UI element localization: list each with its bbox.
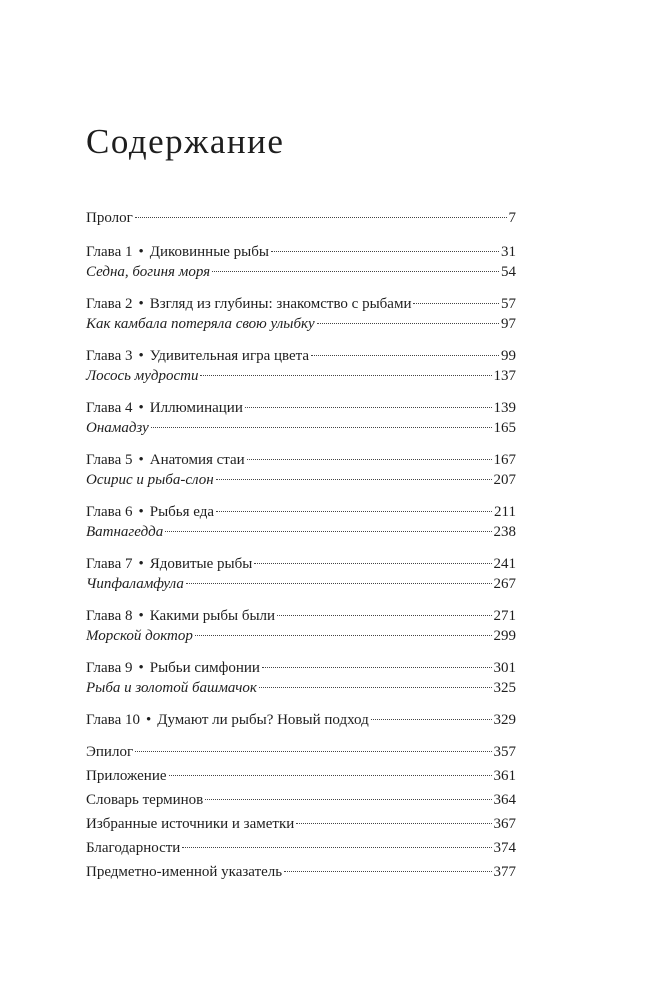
toc-entry — [86, 658, 516, 678]
toc-entry-page-number: 329 — [493, 712, 516, 728]
toc-entry — [86, 450, 516, 470]
toc-entry-title: Взгляд из глубины: знакомство с рыбами — [149, 296, 412, 312]
toc-entry-page-number: 364 — [493, 792, 516, 808]
toc-entry-page-number: 238 — [493, 524, 516, 540]
toc-entry — [86, 470, 516, 490]
toc-entry-page-number: 97 — [501, 316, 516, 332]
toc-entry-prefix: Эпилог — [86, 744, 134, 760]
dot-leader — [296, 823, 491, 824]
dot-leader — [413, 303, 499, 304]
toc-entry-label — [86, 574, 184, 594]
toc-entry-label — [86, 398, 243, 418]
toc-entry — [86, 314, 516, 334]
toc-entry — [86, 294, 516, 314]
toc-entry-page-number: 325 — [493, 680, 516, 696]
toc-entry-title: Онамадзу — [86, 420, 149, 436]
toc-entry-title: Диковинные рыбы — [149, 244, 269, 260]
toc-entry-page-number: 31 — [501, 244, 516, 260]
toc-entry-prefix: Словарь терминов — [86, 792, 204, 808]
bullet-icon: • — [138, 296, 144, 312]
dot-leader — [186, 583, 492, 584]
toc-entry — [86, 742, 516, 762]
toc-entry — [86, 678, 516, 698]
toc-entry — [86, 574, 516, 594]
toc-entry-title: Какими рыбы были — [149, 608, 276, 624]
toc-entry — [86, 502, 516, 522]
toc-entry-prefix: Благодарности — [86, 840, 181, 856]
toc-entry — [86, 606, 516, 626]
toc-entry-title: Ватнагедда — [86, 524, 164, 540]
toc-entry-label — [86, 294, 411, 314]
dot-leader — [277, 615, 491, 616]
toc-entry — [86, 418, 516, 438]
bullet-icon: • — [138, 452, 144, 468]
toc-entry — [86, 554, 516, 574]
dot-leader — [271, 251, 499, 252]
toc-entry-label — [86, 346, 309, 366]
toc-entry — [86, 814, 516, 834]
toc-entry-page-number: 54 — [501, 264, 516, 280]
toc-entry-label — [86, 814, 294, 834]
toc-entry — [86, 522, 516, 542]
toc-entry — [86, 766, 516, 786]
toc-entry-prefix: Глава 6 — [86, 504, 133, 520]
toc-entry-page-number: 57 — [501, 296, 516, 312]
toc-entry-label — [86, 766, 167, 786]
bullet-icon: • — [138, 400, 144, 416]
toc-entry-prefix: Приложение — [86, 768, 167, 784]
toc-entry-title: Осирис и рыба-слон — [86, 472, 214, 488]
toc-entry-prefix: Глава 8 — [86, 608, 133, 624]
toc-entry-label — [86, 208, 133, 228]
toc-entry-page-number: 361 — [493, 768, 516, 784]
dot-leader — [216, 511, 492, 512]
toc-entry-page-number: 99 — [501, 348, 516, 364]
toc-entry-page-number: 367 — [493, 816, 516, 832]
toc-entry-label — [86, 522, 163, 542]
page-title: Содержание — [86, 122, 285, 161]
toc-entry-label — [86, 314, 315, 334]
toc-entry-title: Удивительная игра цвета — [149, 348, 310, 364]
toc-entry-label — [86, 710, 369, 730]
toc-entry-prefix: Предметно-именной указатель — [86, 864, 283, 880]
toc-entry-page-number: 7 — [508, 210, 516, 226]
toc-entry-prefix: Глава 5 — [86, 452, 133, 468]
dot-leader — [151, 427, 492, 428]
toc-entry-label — [86, 862, 282, 882]
toc-entry-prefix: Глава 9 — [86, 660, 133, 676]
dot-leader — [135, 751, 491, 752]
toc-entry-prefix: Избранные источники и заметки — [86, 816, 295, 832]
toc-entry-title: Анатомия стаи — [149, 452, 245, 468]
toc-entry — [86, 626, 516, 646]
toc-entry-title: Морской доктор — [86, 628, 193, 644]
dot-leader — [311, 355, 499, 356]
toc-entry-page-number: 374 — [493, 840, 516, 856]
bullet-icon: • — [138, 504, 144, 520]
dot-leader — [212, 271, 499, 272]
toc-entry-prefix: Глава 1 — [86, 244, 133, 260]
toc-entry — [86, 242, 516, 262]
toc-entry-title: Иллюминации — [149, 400, 243, 416]
toc-entry-title: Рыбьи симфонии — [149, 660, 260, 676]
toc-entry-label — [86, 606, 275, 626]
toc-entry-label — [86, 838, 180, 858]
toc-entry-page-number: 241 — [493, 556, 516, 572]
bullet-icon: • — [138, 348, 144, 364]
toc-entry-page-number: 299 — [493, 628, 516, 644]
toc-entry-label — [86, 418, 149, 438]
dot-leader — [182, 847, 491, 848]
toc-entry-page-number: 165 — [493, 420, 516, 436]
toc-entry — [86, 366, 516, 386]
toc-entry-title: Как камбала потеряла свою улыбку — [86, 316, 315, 332]
toc-entry-title: Седна, богиня моря — [86, 264, 211, 280]
toc-entry-label — [86, 450, 245, 470]
toc-entry-title: Рыба и золотой башмачок — [86, 680, 257, 696]
toc-entry-page-number: 271 — [493, 608, 516, 624]
toc-entry-label — [86, 502, 214, 522]
toc-entry-page-number: 137 — [493, 368, 516, 384]
toc-entry-page-number: 301 — [493, 660, 516, 676]
bullet-icon: • — [138, 556, 144, 572]
toc-entry — [86, 710, 516, 730]
toc-entry-prefix: Пролог — [86, 210, 133, 226]
dot-leader — [169, 775, 492, 776]
toc-entry-label — [86, 554, 252, 574]
bullet-icon: • — [138, 244, 144, 260]
toc-entry-page-number: 139 — [493, 400, 516, 416]
toc-entry-prefix: Глава 7 — [86, 556, 133, 572]
toc-entry — [86, 398, 516, 418]
dot-leader — [262, 667, 492, 668]
dot-leader — [317, 323, 499, 324]
toc-entry — [86, 862, 516, 882]
toc-entry-page-number: 267 — [493, 576, 516, 592]
toc-entry-page-number: 377 — [493, 864, 516, 880]
toc-entry-title: Думают ли рыбы? Новый подход — [157, 712, 369, 728]
toc-entry-label — [86, 678, 257, 698]
toc-entry-page-number: 167 — [493, 452, 516, 468]
toc-entry-label — [86, 658, 260, 678]
dot-leader — [371, 719, 492, 720]
bullet-icon: • — [138, 660, 144, 676]
bullet-icon: • — [138, 608, 144, 624]
toc-entry-page-number: 207 — [493, 472, 516, 488]
toc-entry-label — [86, 470, 214, 490]
toc-entry-label — [86, 790, 203, 810]
toc-entry — [86, 262, 516, 282]
dot-leader — [195, 635, 492, 636]
toc-entry — [86, 346, 516, 366]
toc-entry-label — [86, 242, 269, 262]
toc-entry-prefix: Глава 3 — [86, 348, 133, 364]
toc-entry-label — [86, 366, 198, 386]
toc-entry — [86, 838, 516, 858]
dot-leader — [247, 459, 492, 460]
toc-entry-page-number: 211 — [494, 504, 516, 520]
dot-leader — [284, 871, 491, 872]
toc-entry-page-number: 357 — [493, 744, 516, 760]
dot-leader — [200, 375, 491, 376]
toc-entry-title: Чипфаламфула — [86, 576, 184, 592]
dot-leader — [245, 407, 492, 408]
dot-leader — [205, 799, 491, 800]
toc-entry-title: Ядовитые рыбы — [149, 556, 253, 572]
toc-entry-prefix: Глава 2 — [86, 296, 133, 312]
dot-leader — [216, 479, 492, 480]
dot-leader — [254, 563, 491, 564]
toc-entry-title: Лосось мудрости — [86, 368, 199, 384]
dot-leader — [165, 531, 491, 532]
bullet-icon: • — [145, 712, 152, 728]
dot-leader — [259, 687, 492, 688]
toc-entry-label — [86, 742, 133, 762]
toc-entry-label — [86, 626, 193, 646]
toc-entry — [86, 208, 516, 228]
toc-entry-label — [86, 262, 210, 282]
toc-entry-prefix: Глава 10 — [86, 712, 140, 728]
toc-entry-prefix: Глава 4 — [86, 400, 133, 416]
dot-leader — [135, 217, 507, 218]
toc-entry — [86, 790, 516, 810]
toc-entry-title: Рыбья еда — [149, 504, 215, 520]
